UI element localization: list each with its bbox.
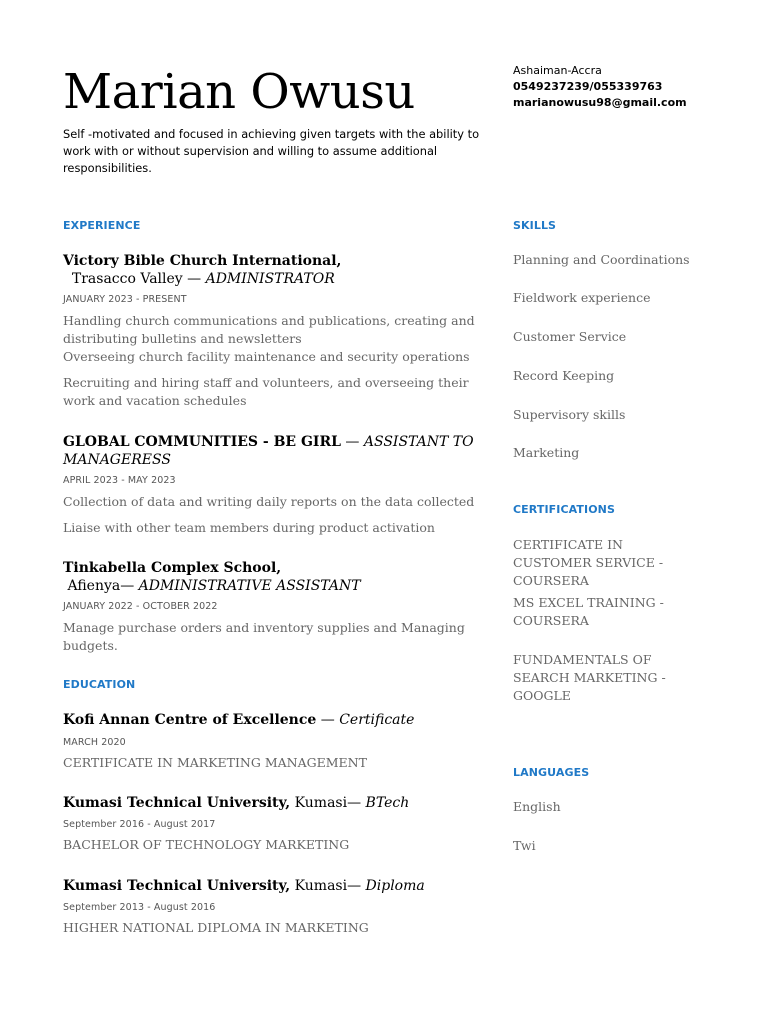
certification-item: CERTIFICATE IN CUSTOMER SERVICE - COURSERA	[513, 537, 664, 588]
experience-detail: Liaise with other team members during product activation	[63, 520, 435, 535]
experience-detail: Manage purchase orders and inventory supplies and Managing budgets.	[63, 620, 465, 653]
skill-item: Planning and Coordinations	[513, 252, 690, 267]
contact-phone: 0549237239/055339763	[513, 80, 663, 93]
education-detail: BACHELOR OF TECHNOLOGY MARKETING	[63, 837, 350, 852]
experience-detail: Collection of data and writing daily reports on the data collected	[63, 494, 475, 509]
skills-heading: SKILLS	[513, 219, 557, 232]
experience-place: Afienya—	[63, 578, 139, 594]
education-date: September 2013 - August 2016	[63, 902, 216, 913]
education-heading: EDUCATION	[63, 678, 136, 691]
summary-text: Self -motivated and focused in achieving given targets with the ability to work with or without supervision and willing to assume additional responsibilities.	[63, 127, 480, 175]
education-entry-title	[63, 711, 483, 729]
experience-org: Tinkabella Complex School,	[63, 560, 282, 576]
certifications-heading: CERTIFICATIONS	[513, 503, 615, 516]
experience-role: ADMINISTRATOR	[205, 271, 335, 287]
language-item: Twi	[513, 838, 536, 853]
skill-item: Fieldwork experience	[513, 290, 651, 305]
education-org: Kofi Annan Centre of Excellence	[63, 712, 317, 728]
experience-entry-title	[63, 433, 483, 469]
education-entry-title	[63, 794, 483, 812]
experience-heading: EXPERIENCE	[63, 219, 141, 232]
certification-item: MS EXCEL TRAINING - COURSERA	[513, 595, 664, 628]
education-entry-title	[63, 877, 483, 895]
experience-entry-title	[63, 252, 483, 288]
skill-item: Record Keeping	[513, 368, 615, 383]
education-detail: CERTIFICATE IN MARKETING MANAGEMENT	[63, 755, 367, 770]
education-place: Kumasi—	[290, 795, 366, 811]
education-date: September 2016 - August 2017	[63, 819, 216, 830]
education-detail: HIGHER NATIONAL DIPLOMA IN MARKETING	[63, 920, 369, 935]
experience-date: APRIL 2023 - MAY 2023	[63, 475, 176, 486]
education-place: Kumasi—	[290, 878, 366, 894]
education-place: —	[316, 712, 340, 728]
education-degree: BTech	[365, 795, 410, 811]
language-item: English	[513, 799, 561, 814]
experience-date: JANUARY 2023 - PRESENT	[63, 294, 187, 305]
education-org: Kumasi Technical University,	[63, 795, 291, 811]
education-date: MARCH 2020	[63, 737, 126, 748]
experience-detail: Recruiting and hiring staff and volunteers, and overseeing their work and vacation schedules	[63, 375, 469, 408]
experience-place: —	[340, 434, 364, 450]
education-degree: Certificate	[339, 712, 415, 728]
experience-place: Trasacco Valley —	[63, 271, 206, 287]
contact-block	[513, 63, 687, 111]
education-degree: Diploma	[365, 878, 425, 894]
resume-name: Marian Owusu	[63, 64, 415, 120]
skill-item: Marketing	[513, 445, 580, 460]
experience-entry-title	[63, 559, 483, 595]
experience-org: GLOBAL COMMUNITIES - BE GIRL	[63, 434, 341, 450]
experience-org: Victory Bible Church International,	[63, 253, 342, 269]
languages-heading: LANGUAGES	[513, 766, 590, 779]
experience-role: ADMINISTRATIVE ASSISTANT	[138, 578, 361, 594]
education-org: Kumasi Technical University,	[63, 878, 291, 894]
skill-item: Supervisory skills	[513, 407, 626, 422]
contact-location: Ashaiman-Accra	[513, 64, 602, 77]
experience-date: JANUARY 2022 - OCTOBER 2022	[63, 601, 218, 612]
contact-email: marianowusu98@gmail.com	[513, 96, 687, 109]
experience-detail: Handling church communications and publications, creating and distributing bulletins and newsletters	[63, 313, 475, 346]
experience-role: ASSISTANT TO MANAGERESS	[63, 434, 474, 468]
certification-item: FUNDAMENTALS OF SEARCH MARKETING - GOOGLE	[513, 652, 666, 703]
experience-detail: Overseeing church facility maintenance and security operations	[63, 349, 470, 364]
skill-item: Customer Service	[513, 329, 627, 344]
